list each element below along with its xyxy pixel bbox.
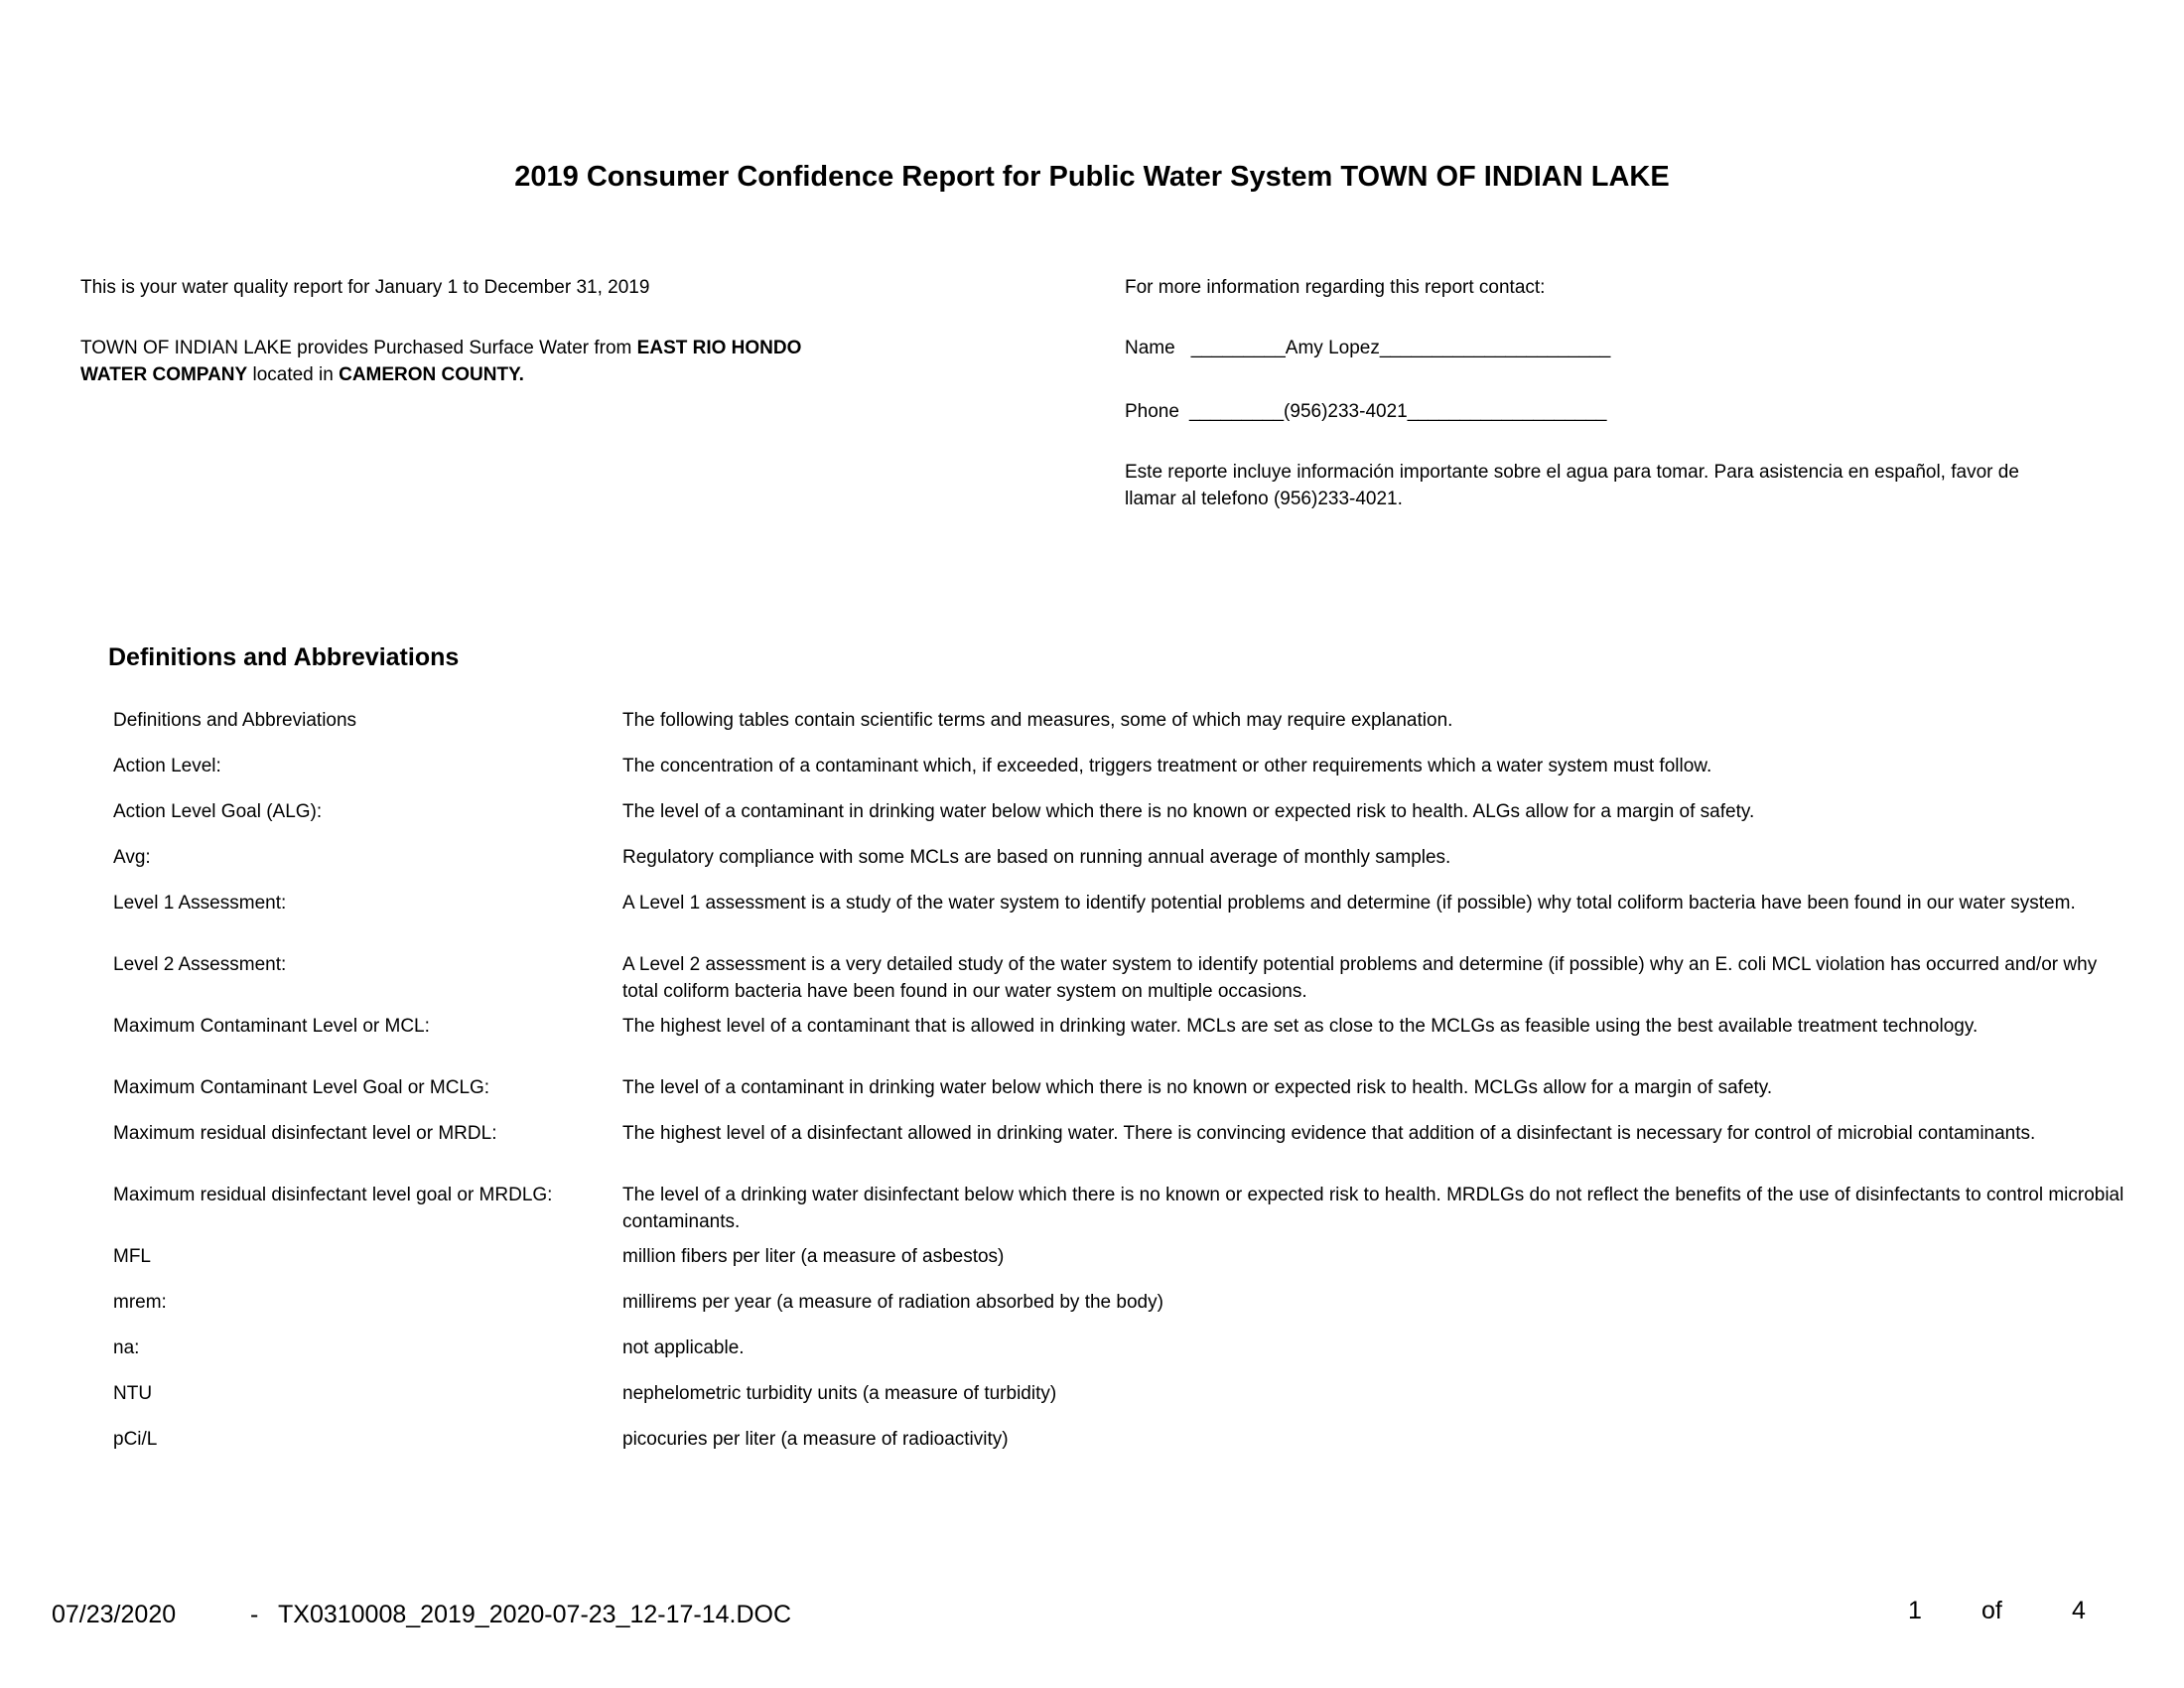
- contact-phone-row: [1125, 398, 1606, 425]
- spanish-note-line1: Este reporte incluye información importante sobre el agua para tomar. Para asistencia en español, favor de: [1125, 462, 2019, 483]
- definition-text: not applicable.: [622, 1337, 745, 1358]
- definition-text: The level of a drinking water disinfectant below which there is no known or expected risk to health. MRDLGs do not reflect the benefits of the use of disinfectants to control microbial contaminants.: [622, 1185, 2124, 1232]
- definition-term: Maximum Contaminant Level Goal or MCLG:: [113, 1077, 490, 1098]
- definition-term: MFL: [113, 1246, 151, 1267]
- definition-term: Avg:: [113, 847, 151, 868]
- contact-heading: For more information regarding this report contact:: [1125, 277, 1546, 298]
- definition-text: Regulatory compliance with some MCLs are based on running annual average of monthly samples.: [622, 847, 1451, 868]
- contact-phone-label: Phone: [1125, 401, 1179, 422]
- definition-term: NTU: [113, 1383, 153, 1404]
- contact-name-label: Name: [1125, 338, 1175, 358]
- definition-text: nephelometric turbidity units (a measure of turbidity): [622, 1383, 1057, 1404]
- supplier-name-line1: EAST RIO HONDO: [636, 338, 802, 358]
- footer-page-of: of: [1981, 1597, 2002, 1624]
- definition-text: picocuries per liter (a measure of radioactivity): [622, 1429, 1009, 1450]
- definition-term: Maximum Contaminant Level or MCL:: [113, 1016, 430, 1037]
- definition-term: Level 1 Assessment:: [113, 893, 287, 914]
- water-source-statement: [80, 335, 875, 388]
- footer-separator: -: [250, 1601, 259, 1628]
- contact-name-value: _________Amy Lopez______________________: [1190, 338, 1611, 358]
- definition-text: A Level 2 assessment is a very detailed study of the water system to identify potential problems and determine (if possible) why an E. coli MCL violation has occurred and/or why total coliform bacteria have been found in our water system on multiple occasions.: [622, 954, 2098, 1002]
- source-prefix: TOWN OF INDIAN LAKE provides Purchased Surface Water from: [80, 338, 637, 358]
- definition-term: Maximum residual disinfectant level or MRDL:: [113, 1123, 497, 1144]
- definition-text: The following tables contain scientific terms and measures, some of which may require explanation.: [622, 710, 1453, 731]
- definition-term: Definitions and Abbreviations: [113, 710, 357, 731]
- definition-text: The level of a contaminant in drinking water below which there is no known or expected risk to health. MCLGs allow for a margin of safety.: [622, 1077, 1773, 1098]
- footer-page-current: 1: [1908, 1597, 1922, 1624]
- definition-term: na:: [113, 1337, 140, 1358]
- contact-name-row: [1125, 335, 1610, 361]
- definition-term: Level 2 Assessment:: [113, 954, 287, 975]
- footer-page-total: 4: [2072, 1597, 2086, 1624]
- county-name: CAMERON COUNTY.: [339, 364, 524, 385]
- report-period: This is your water quality report for January 1 to December 31, 2019: [80, 277, 650, 298]
- definition-text: The concentration of a contaminant which, if exceeded, triggers treatment or other requirements which a water system must follow.: [622, 756, 1712, 776]
- definition-text: The level of a contaminant in drinking water below which there is no known or expected risk to health. ALGs allow for a margin of safety.: [622, 801, 1755, 822]
- definition-term: Action Level:: [113, 756, 221, 776]
- definitions-heading: Definitions and Abbreviations: [108, 643, 460, 671]
- definition-term: Maximum residual disinfectant level goal or MRDLG:: [113, 1185, 553, 1205]
- definition-term: mrem:: [113, 1292, 167, 1313]
- definition-text: million fibers per liter (a measure of asbestos): [622, 1246, 1005, 1267]
- supplier-name-line2: WATER COMPANY: [80, 364, 248, 385]
- spanish-note-line2: llamar al telefono (956)233-4021.: [1125, 489, 1403, 509]
- definition-text: The highest level of a contaminant that is allowed in drinking water. MCLs are set as close to the MCLGs as feasible using the best available treatment technology.: [622, 1016, 1979, 1037]
- source-located: located in: [247, 364, 340, 385]
- spanish-note: [1125, 459, 2167, 512]
- definition-term: pCi/L: [113, 1429, 158, 1450]
- footer-date: 07/23/2020: [52, 1601, 177, 1628]
- definition-text: A Level 1 assessment is a study of the water system to identify potential problems and determine (if possible) why total coliform bacteria have been found in our water system.: [622, 893, 2076, 914]
- footer-filename: TX0310008_2019_2020-07-23_12-17-14.DOC: [278, 1601, 792, 1628]
- definition-text: millirems per year (a measure of radiation absorbed by the body): [622, 1292, 1163, 1313]
- report-title: 2019 Consumer Confidence Report for Public Water System TOWN OF INDIAN LAKE: [514, 161, 1670, 193]
- definition-term: Action Level Goal (ALG):: [113, 801, 323, 822]
- definition-text: The highest level of a disinfectant allowed in drinking water. There is convincing evidence that addition of a disinfectant is necessary for control of microbial contaminants.: [622, 1123, 2036, 1144]
- contact-phone-value: _________(956)233-4021___________________: [1188, 401, 1607, 422]
